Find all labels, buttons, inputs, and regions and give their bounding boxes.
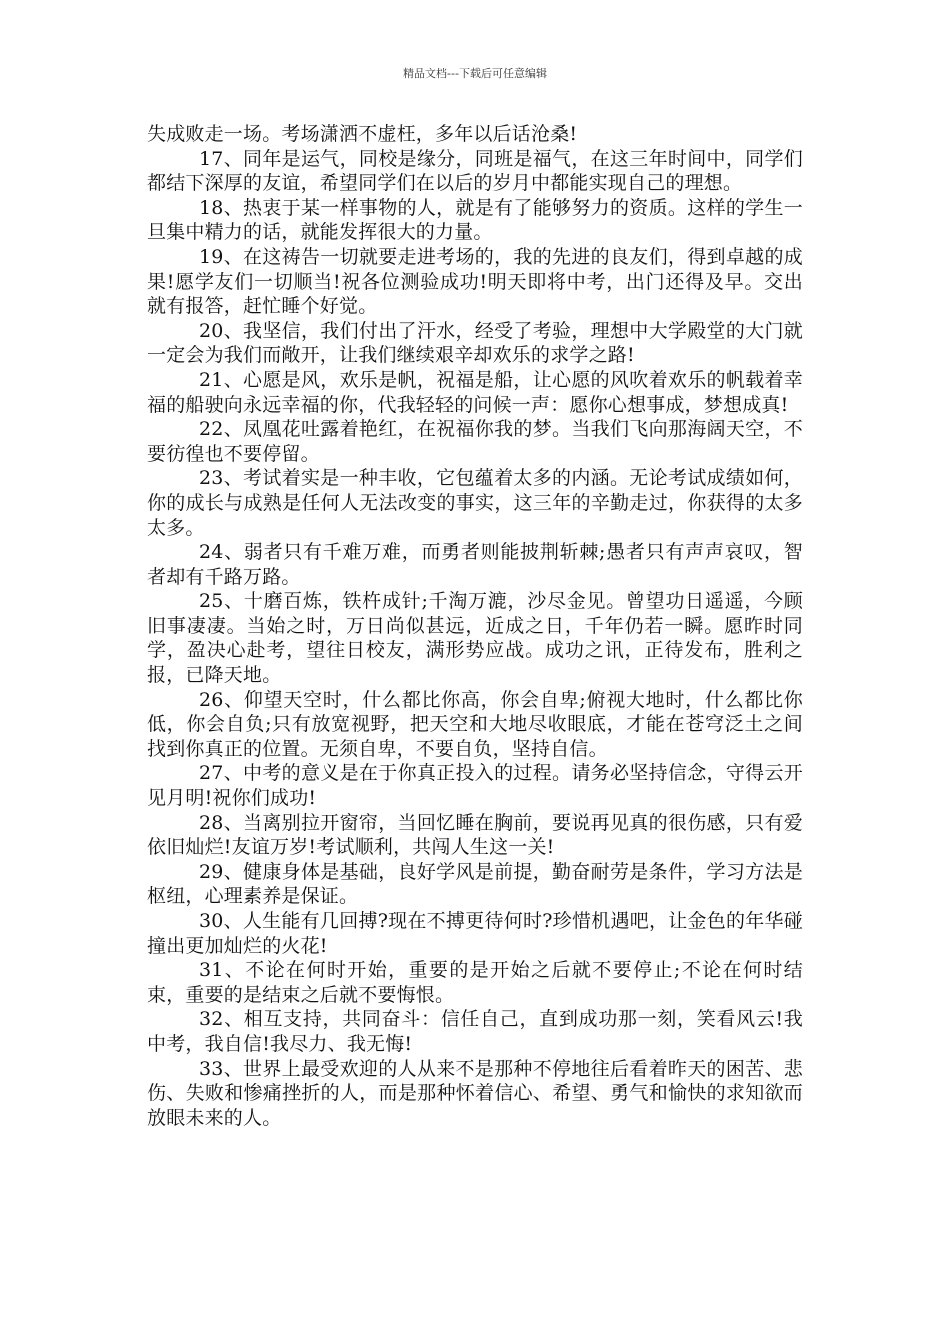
paragraph-17: 17、同年是运气，同校是缘分，同班是福气，在这三年时间中，同学们都结下深厚的友谊，希望同学们在以后的岁月中都能实现自己的理想。 <box>147 147 803 195</box>
paragraph-26: 26、仰望天空时，什么都比你高，你会自卑;俯视大地时，什么都比你低，你会自负;只有放宽视野，把天空和大地尽收眼底，才能在苍穹泛土之间找到你真正的位置。无须自卑，不要自负，坚持自信。 <box>147 688 803 760</box>
paragraph-31: 31、不论在何时开始，重要的是开始之后就不要停止;不论在何时结束，重要的是结束之后就不要悔恨。 <box>147 959 803 1006</box>
document-body <box>147 122 803 1130</box>
paragraph-23: 23、考试着实是一种丰收，它包蕴着太多的内涵。无论考试成绩如何，你的成长与成熟是任何人无法改变的事实，这三年的辛勤走过，你获得的太多太多。 <box>147 467 803 539</box>
paragraph-22: 22、凤凰花吐露着艳红，在祝福你我的梦。当我们飞向那海阔天空，不要彷徨也不要停留。 <box>147 418 803 465</box>
paragraph-25: 25、十磨百炼，铁杵成针;千淘万漉，沙尽金见。曾望功日遥遥，今顾旧事凄凄。当始之时，万日尚似甚远，近成之日，千年仍若一瞬。愿昨时同学，盈决心赴考，望往日校友，满形势应战。成功之讯，正待发布，胜利之报，已降天地。 <box>147 590 803 687</box>
paragraph-30: 30、人生能有几回搏?现在不搏更待何时?珍惜机遇吧，让金色的年华碰撞出更加灿烂的火花! <box>147 910 803 957</box>
paragraph-21: 21、心愿是风，欢乐是帆，祝福是船，让心愿的风吹着欢乐的帆载着幸福的船驶向永远幸福的你，代我轻轻的问候一声：愿你心想事成，梦想成真! <box>147 368 803 416</box>
paragraph-32: 32、相互支持，共同奋斗：信任自己，直到成功那一刻，笑看风云!我中考，我自信!我尽力、我无悔! <box>147 1008 803 1055</box>
paragraph-continuation: 失成败走一场。考场潇洒不虚枉，多年以后话沧桑! <box>147 123 578 145</box>
paragraph-27: 27、中考的意义是在于你真正投入的过程。请务必坚持信念，守得云开见月明!祝你们成功! <box>147 762 803 810</box>
paragraph-29: 29、健康身体是基础，良好学风是前提，勤奋耐劳是条件，学习方法是枢纽，心理素养是保证。 <box>147 860 803 908</box>
page-header: 精品文档---下载后可任意编辑 <box>403 67 547 80</box>
paragraph-19: 19、在这祷告一切就要走进考场的，我的先进的良友们，得到卓越的成果!愿学友们一切顺当!祝各位测验成功!明天即将中考，出门还得及早。交出就有报答，赶忙睡个好觉。 <box>147 245 803 318</box>
paragraph-28: 28、当离别拉开窗帘，当回忆睡在胸前，要说再见真的很伤感，只有爱依旧灿烂!友谊万岁!考试顺利，共闯人生这一关! <box>147 811 803 859</box>
paragraph-33: 33、世界上最受欢迎的人从来不是那种不停地往后看着昨天的困苦、悲伤、失败和惨痛挫折的人，而是那种怀着信心、希望、勇气和愉快的求知欲而放眼未来的人。 <box>147 1057 803 1129</box>
paragraph-24: 24、弱者只有千难万难，而勇者则能披荆斩棘;愚者只有声声哀叹，智者却有千路万路。 <box>147 541 803 588</box>
paragraph-20: 20、我坚信，我们付出了汗水，经受了考验，理想中大学殿堂的大门就一定会为我们而敞开，让我们继续艰辛却欢乐的求学之路! <box>147 319 803 367</box>
paragraph-18: 18、热衷于某一样事物的人，就是有了能够努力的资质。这样的学生一旦集中精力的话，就能发挥很大的力量。 <box>147 196 803 244</box>
